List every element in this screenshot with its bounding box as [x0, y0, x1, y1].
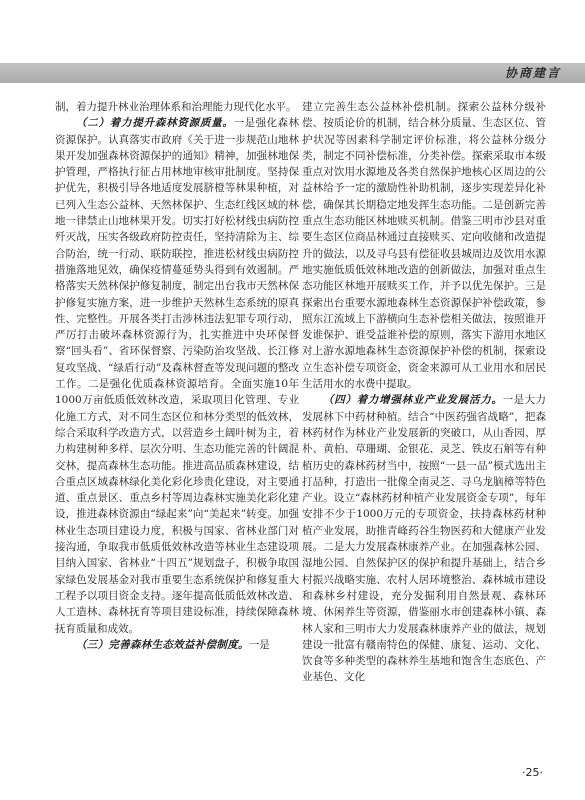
- section-heading: （四）着力增强林业产业发展活力。: [323, 394, 503, 407]
- left-column: [55, 99, 299, 653]
- section-heading: （二）着力提升森林资源质量。: [76, 117, 234, 130]
- paragraph: 制，着力提升林业治理体系和治理能力现代化水平。: [55, 101, 297, 113]
- header-band: [0, 63, 585, 83]
- paragraph-body: 一是强化森林资源保护。认真落实市政府《关于进一步规范山地林果开发加强森林资源保护的通知》精神，加强林地保护管理，严格执行征占用林地审核审批制度。坚持保护优先，积极引导各地适度发展脐橙等林果种植，对已列入生态公益林、天然林保护、生态红线区域的林地一律禁止山地林果开发。切实打好松材线虫病防控歼灭战，压实各级政府防控责任，坚持清除为主、综合防治，统一行动、联防联控，推进松材线虫病防控措施落地见效，确保疫情蔓延势头得到有效遏制。严格落实天然林保护修复制度，制定出台我市天然林保护修复实施方案，进一步维护天然林生态系统的原真性、完整性。开展各类打击涉林违法犯罪专项行动，严厉打击破坏森林资源行为，扎实推进中央环保督察“回头看”、省环保督察、污染防治攻坚战、长江修复攻坚战、“绿盾行动”及森林督查等发现问题的整改工作。二是强化优质森林资源培育。全面实施10年1000万亩低质低效林改造，采取项目化管理、专业化施工方式，对不同生态区位和林分类型的低效林，综合采取科学改造方式，以营造乡土阔叶树为主，着力构建树种多样、层次分明、生态功能完善的针阔混交林，提高森林生态功能。推进高品质森林建设，结合重点区域森林绿化美化彩化珍贵化建设，对主要通道、重点景区、重点乡村等周边森林实施美化彩化建设，推进森林资源由“绿起来”向“美起来”转变。加强林业生态项目建设力度，积极与国家、省林业部门对接沟通，争取我市低质低效林改造等林业生态建设项目纳入国家、省林业“十四五”规划盘子，积极争取国家绿色发展基金对我市重要生态系统保护和修复重大工程予以项目资金支持。逐年提高低质低效林改造、人工造林、森林抚育等项目建设标准，持续保障森林抚育质量和成效。: [55, 117, 300, 635]
- paragraph: [55, 115, 299, 637]
- section-title: 协商建言: [504, 66, 561, 80]
- right-column: [302, 99, 546, 686]
- paragraph: [55, 637, 299, 653]
- paragraph-body: 一是: [248, 638, 270, 651]
- paragraph: [302, 392, 546, 685]
- paragraph: 建立完善生态公益林补偿机制。探索公益林分级补偿、按质论价的机制，结合林分质量、生态区位、管护状况等因素科学制定评价标准，将公益林分级分类，制定不同补偿标准，分类补偿。探索采取市本级重点对饮用水源地及各类自然保护地核心区周边的公益林给予一定的激励性补助机制，逐步实现差异化补偿，确保其长期稳定地发挥生态功能。二是创新完善重点生态功能区林地赎买机制。借鉴三明市沙县对重要生态区位商品林通过直接赎买、定向收储和改造提升的做法，以及寻乌县有偿征收县城周边及饮用水源地实施低质低效林地改造的创新做法，加强对重点生态功能区林地开展赎买工作，并予以优先保护。三是探索出台重要水源地森林生态资源保护补偿政策，参照东江流域上下游横向生态补偿相关做法，按照谁开发谁保护、谁受益谁补偿的原则，落实下游用水地区对上游水源地森林生态资源保护补偿的机制，探索设立生态补偿专项资金，资金来源可从工业用水和居民生活用水的水费中提取。: [302, 101, 546, 391]
- paragraph-body: 一是大力发展林下中药材种植。结合“中医药强省战略”，把森林药材作为林业产业发展新的突破口，从山香园、厚朴、黄柏、草珊瑚、金银花、灵芝、铁皮石斛等有种植历史的森林药材当中，按照“一县一品”模式选出主打品种，打造出一批像全南灵芝、寻乌龙脑樟等特色产业。设立“森林药材种植产业发展资金专项”，每年安排不少于1000万元的专项资金，扶持森林药材种植产业发展，助推青峰药谷生物医药和大健康产业发展。二是大力发展森林康养产业。在加强森林公园、湿地公园、自然保护区的保护和提升基础上，结合乡村振兴战略实施、农村人居环境整治、森林城市建设和森林乡村建设，充分发掘利用自然景观、森林环境、休闲养生等资源，借鉴丽水市创建森林小镇、森林人家和三明市大力发展森林康养产业的做法，规划建设一批富有赣南特色的保健、康复、运动、文化、饮食等多种类型的森林养生基地和饱含生态底色、产业基色、文化: [302, 394, 546, 684]
- section-heading: （三）完善森林生态效益补偿制度。: [76, 638, 249, 651]
- page-number: ·25·: [522, 766, 543, 779]
